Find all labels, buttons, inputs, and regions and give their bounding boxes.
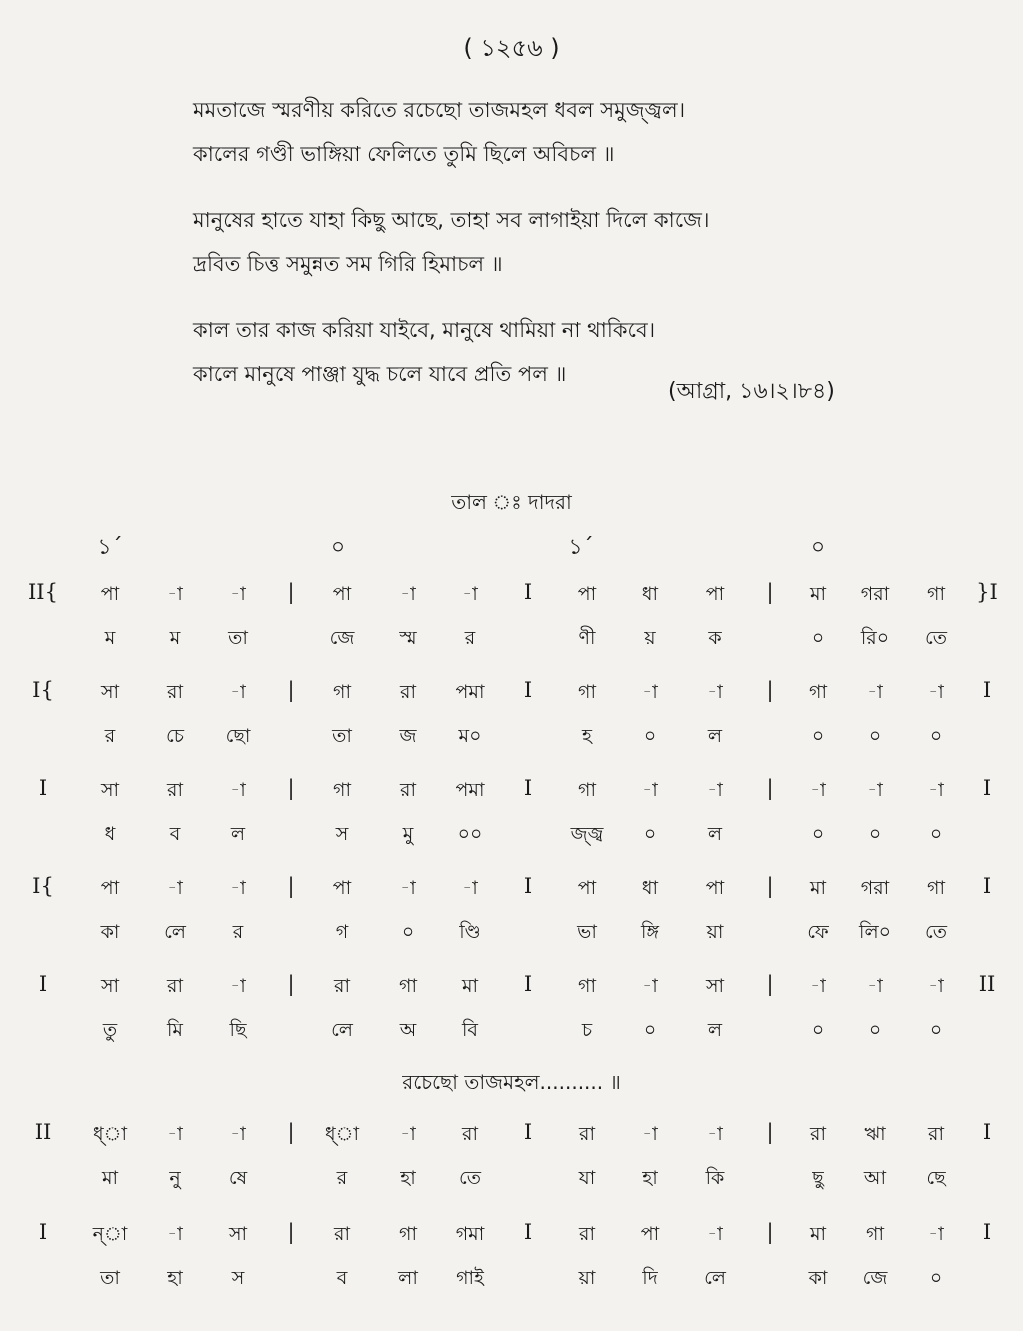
- swara-note: পা: [577, 877, 597, 899]
- beat-divider: |: [766, 874, 774, 898]
- poem-line: দ্রবিত চিত্ত সমুন্নত সম গিরি হিমাচল ॥: [193, 252, 503, 276]
- lyric-syllable: নু: [169, 1167, 181, 1189]
- lyric-syllable: জে: [329, 627, 355, 649]
- swara-note: -া: [642, 975, 658, 997]
- lyric-syllable: তা: [332, 725, 352, 747]
- poem-line: কাল তার কাজ করিয়া যাইবে, মানুষে থামিয়া না থাকিবে।: [193, 318, 656, 342]
- lyric-syllable: তে: [459, 1167, 481, 1189]
- row-end-mark: }I: [976, 580, 998, 604]
- swara-note: -া: [400, 583, 416, 605]
- tala-heading: তাল ঃ দাদরা: [451, 490, 572, 514]
- swara-note: -া: [230, 779, 246, 801]
- lyric-syllable: স্ম: [399, 627, 417, 649]
- poem-line: মানুষের হাতে যাহা কিছু আছে, তাহা সব লাগাইয়া দিলে কাজে।: [193, 208, 710, 232]
- lyric-syllable: য়া: [578, 1267, 596, 1289]
- swara-note: মা: [809, 877, 827, 899]
- lyric-syllable: ণী: [578, 627, 596, 649]
- lyric-syllable: ০: [929, 1019, 943, 1041]
- swara-note: গা: [399, 1223, 417, 1245]
- swara-note: -া: [867, 681, 883, 703]
- lyric-syllable: মি: [167, 1019, 183, 1041]
- row-end-mark: II: [978, 972, 996, 996]
- swara-note: পা: [332, 583, 352, 605]
- lyric-syllable: ধ: [104, 823, 116, 845]
- swara-note: গরা: [860, 583, 890, 605]
- swara-note: গা: [927, 877, 945, 899]
- lyric-syllable: ল: [230, 823, 246, 845]
- row-end-mark: I: [982, 1220, 992, 1244]
- lyric-syllable: বি: [461, 1019, 478, 1041]
- swara-note: -া: [707, 1123, 723, 1145]
- beat-divider: |: [287, 874, 295, 898]
- lyric-syllable: রি০: [860, 627, 890, 649]
- swara-note: গা: [927, 583, 945, 605]
- swara-note: রা: [400, 779, 416, 801]
- lyric-syllable: স: [335, 823, 349, 845]
- row-start-mark: II{: [28, 580, 58, 604]
- swara-note: গরা: [860, 877, 890, 899]
- beat-divider: |: [766, 1220, 774, 1244]
- lyric-syllable: ০: [868, 725, 882, 747]
- interlude-text: রচেছো তাজমহল.......... ॥: [402, 1070, 621, 1094]
- swara-note: ধ্া: [325, 1123, 359, 1145]
- swara-note: পা: [332, 877, 352, 899]
- swara-note: রা: [810, 1123, 826, 1145]
- swara-note: গা: [399, 975, 417, 997]
- lyric-syllable: ষে: [228, 1167, 248, 1189]
- row-end-mark: I: [982, 678, 992, 702]
- beat-marker: ১´: [97, 535, 123, 560]
- lyric-syllable: তা: [228, 627, 248, 649]
- swara-note: রা: [928, 1123, 944, 1145]
- section-divider: I: [523, 1120, 533, 1144]
- swara-note: ধা: [641, 583, 659, 605]
- lyric-syllable: য়া: [706, 921, 724, 943]
- swara-note: মা: [809, 583, 827, 605]
- swara-note: সা: [705, 975, 725, 997]
- swara-note: -া: [230, 681, 246, 703]
- swara-note: রা: [579, 1123, 595, 1145]
- row-start-mark: I{: [32, 678, 54, 702]
- lyric-syllable: ম০: [458, 725, 482, 747]
- swara-note: রা: [579, 1223, 595, 1245]
- lyric-syllable: চ: [581, 1019, 593, 1041]
- row-start-mark: I{: [32, 874, 54, 898]
- poem-line: কালে মানুষে পাঞ্জা যুদ্ধ চলে যাবে প্রতি পল ॥: [193, 362, 567, 386]
- swara-note: -া: [167, 583, 183, 605]
- lyric-syllable: ল: [707, 1019, 723, 1041]
- lyric-syllable: ছে: [926, 1167, 946, 1189]
- swara-note: গা: [578, 681, 596, 703]
- lyric-syllable: হা: [400, 1167, 416, 1189]
- swara-note: গা: [866, 1223, 884, 1245]
- lyric-syllable: লে: [704, 1267, 726, 1289]
- swara-note: -া: [167, 1123, 183, 1145]
- swara-note: -া: [462, 877, 478, 899]
- swara-note: -া: [462, 583, 478, 605]
- lyric-syllable: ০: [643, 725, 657, 747]
- lyric-syllable: ব: [336, 1267, 348, 1289]
- lyric-syllable: ভা: [577, 921, 597, 943]
- swara-note: -া: [810, 975, 826, 997]
- lyric-syllable: লা: [398, 1267, 418, 1289]
- beat-marker: ০: [810, 535, 826, 560]
- swara-note: রা: [167, 975, 183, 997]
- beat-divider: |: [287, 1220, 295, 1244]
- swara-note: -া: [167, 1223, 183, 1245]
- beat-divider: |: [766, 1120, 774, 1144]
- swara-note: -া: [230, 583, 246, 605]
- lyric-syllable: ০: [643, 1019, 657, 1041]
- swara-note: -া: [230, 975, 246, 997]
- swara-note: -া: [167, 877, 183, 899]
- swara-note: রা: [334, 975, 350, 997]
- lyric-syllable: ফে: [807, 921, 829, 943]
- lyric-syllable: গাই: [456, 1267, 484, 1289]
- lyric-syllable: কা: [808, 1267, 828, 1289]
- swara-note: -া: [707, 779, 723, 801]
- swara-note: -া: [642, 779, 658, 801]
- swara-note: গা: [333, 681, 351, 703]
- lyric-syllable: র: [336, 1167, 348, 1189]
- swara-note: গা: [578, 779, 596, 801]
- swara-note: মা: [809, 1223, 827, 1245]
- swara-note: -া: [928, 1223, 944, 1245]
- swara-note: পমা: [455, 681, 485, 703]
- lyric-syllable: র: [232, 921, 244, 943]
- lyric-syllable: ম: [104, 627, 116, 649]
- row-end-mark: I: [982, 1120, 992, 1144]
- swara-note: -া: [928, 779, 944, 801]
- swara-note: -া: [230, 1123, 246, 1145]
- lyric-syllable: ছো: [225, 725, 251, 747]
- row-start-mark: I: [38, 1220, 48, 1244]
- swara-note: -া: [642, 1123, 658, 1145]
- swara-note: গা: [809, 681, 827, 703]
- lyric-syllable: ছু: [812, 1167, 824, 1189]
- beat-marker: ১´: [568, 535, 594, 560]
- swara-note: সা: [100, 779, 120, 801]
- row-end-mark: I: [982, 874, 992, 898]
- lyric-syllable: ০০: [457, 823, 483, 845]
- lyric-syllable: হা: [167, 1267, 183, 1289]
- swara-note: ধা: [641, 877, 659, 899]
- beat-divider: |: [766, 972, 774, 996]
- lyric-syllable: তে: [925, 921, 947, 943]
- swara-note: পা: [100, 583, 120, 605]
- poem: [193, 88, 833, 418]
- lyric-syllable: ক: [708, 627, 722, 649]
- row-end-mark: I: [982, 776, 992, 800]
- swara-note: ঋা: [864, 1123, 886, 1145]
- lyric-syllable: ০: [868, 823, 882, 845]
- lyric-syllable: মু: [402, 823, 414, 845]
- section-divider: I: [523, 678, 533, 702]
- poem-stanza: [193, 198, 833, 286]
- swara-note: গা: [578, 975, 596, 997]
- lyric-syllable: কা: [100, 921, 120, 943]
- lyric-syllable: জ: [399, 725, 417, 747]
- swara-note: -া: [400, 877, 416, 899]
- dateline: (আগ্রা, ১৬।২।৮৪): [668, 379, 835, 404]
- swara-note: পা: [577, 583, 597, 605]
- swara-note: -া: [642, 681, 658, 703]
- beat-divider: |: [287, 678, 295, 702]
- lyric-syllable: ম: [169, 627, 181, 649]
- lyric-syllable: যা: [578, 1167, 596, 1189]
- lyric-syllable: ০: [811, 627, 825, 649]
- swara-note: পা: [640, 1223, 660, 1245]
- lyric-syllable: চে: [166, 725, 184, 747]
- lyric-syllable: ল: [707, 725, 723, 747]
- beat-divider: |: [766, 678, 774, 702]
- beat-divider: |: [766, 776, 774, 800]
- lyric-syllable: ০: [811, 725, 825, 747]
- lyric-syllable: কি: [705, 1167, 725, 1189]
- page-number: ( ১২৫৬ ): [463, 34, 560, 62]
- row-start-mark: II: [34, 1120, 52, 1144]
- swara-note: -া: [400, 1123, 416, 1145]
- lyric-syllable: র: [464, 627, 476, 649]
- swara-note: -া: [928, 681, 944, 703]
- swara-note: পা: [705, 583, 725, 605]
- lyric-syllable: জে: [862, 1267, 888, 1289]
- beat-divider: |: [287, 776, 295, 800]
- section-divider: I: [523, 1220, 533, 1244]
- swara-note: -া: [928, 975, 944, 997]
- swara-note: -া: [707, 1223, 723, 1245]
- lyric-syllable: ০: [643, 823, 657, 845]
- swara-note: রা: [462, 1123, 478, 1145]
- swara-note: -া: [867, 779, 883, 801]
- section-divider: I: [523, 972, 533, 996]
- lyric-syllable: লে: [331, 1019, 353, 1041]
- lyric-syllable: ০: [401, 921, 415, 943]
- lyric-syllable: ল: [707, 823, 723, 845]
- beat-marker: ০: [330, 535, 346, 560]
- beat-divider: |: [766, 580, 774, 604]
- lyric-syllable: লে: [164, 921, 186, 943]
- lyric-syllable: দি: [642, 1267, 658, 1289]
- row-start-mark: I: [38, 776, 48, 800]
- row-start-mark: I: [38, 972, 48, 996]
- swara-note: সা: [100, 681, 120, 703]
- poem-stanza: [193, 88, 833, 176]
- swara-note: পমা: [455, 779, 485, 801]
- lyric-syllable: ণ্ডি: [459, 921, 481, 943]
- swara-note: ন্া: [92, 1223, 128, 1245]
- section-divider: I: [523, 874, 533, 898]
- swara-note: রা: [400, 681, 416, 703]
- lyric-syllable: ০: [868, 1019, 882, 1041]
- lyric-syllable: স: [231, 1267, 245, 1289]
- lyric-syllable: ০: [811, 1019, 825, 1041]
- lyric-syllable: গ: [335, 921, 349, 943]
- swara-note: গমা: [455, 1223, 485, 1245]
- swara-note: -া: [230, 877, 246, 899]
- section-divider: I: [523, 580, 533, 604]
- lyric-syllable: ছি: [229, 1019, 247, 1041]
- beat-divider: |: [287, 580, 295, 604]
- lyric-syllable: লি০: [859, 921, 891, 943]
- lyric-syllable: হা: [642, 1167, 658, 1189]
- swara-note: গা: [333, 779, 351, 801]
- beat-divider: |: [287, 1120, 295, 1144]
- swara-note: -া: [707, 681, 723, 703]
- lyric-syllable: তা: [100, 1267, 120, 1289]
- lyric-syllable: ০: [929, 823, 943, 845]
- swara-note: -া: [810, 779, 826, 801]
- swara-note: -া: [867, 975, 883, 997]
- swara-note: রা: [167, 779, 183, 801]
- lyric-syllable: ০: [929, 725, 943, 747]
- lyric-syllable: জ্জ্ব: [570, 823, 604, 845]
- swara-note: ধ্া: [93, 1123, 127, 1145]
- lyric-syllable: য়: [644, 627, 656, 649]
- section-divider: I: [523, 776, 533, 800]
- poem-line: মমতাজে স্মরণীয় করিতে রচেছো তাজমহল ধবল সমুজ্জ্বল।: [193, 98, 686, 122]
- swara-note: পা: [100, 877, 120, 899]
- beat-divider: |: [287, 972, 295, 996]
- lyric-syllable: মা: [101, 1167, 119, 1189]
- poem-line: কালের গণ্ডী ভাঙ্গিয়া ফেলিতে তুমি ছিলে অবিচল ॥: [193, 142, 615, 166]
- swara-note: পা: [705, 877, 725, 899]
- lyric-syllable: হ: [582, 725, 592, 747]
- lyric-syllable: তে: [925, 627, 947, 649]
- lyric-syllable: ০: [929, 1267, 943, 1289]
- swara-note: সা: [100, 975, 120, 997]
- lyric-syllable: ০: [811, 823, 825, 845]
- lyric-syllable: র: [104, 725, 116, 747]
- swara-note: মা: [461, 975, 479, 997]
- lyric-syllable: ব: [169, 823, 181, 845]
- lyric-syllable: আ: [863, 1167, 887, 1189]
- lyric-syllable: অ: [399, 1019, 417, 1041]
- swara-note: রা: [167, 681, 183, 703]
- lyric-syllable: তু: [102, 1019, 118, 1041]
- swara-note: রা: [334, 1223, 350, 1245]
- swara-note: সা: [228, 1223, 248, 1245]
- lyric-syllable: ঙ্গি: [640, 921, 660, 943]
